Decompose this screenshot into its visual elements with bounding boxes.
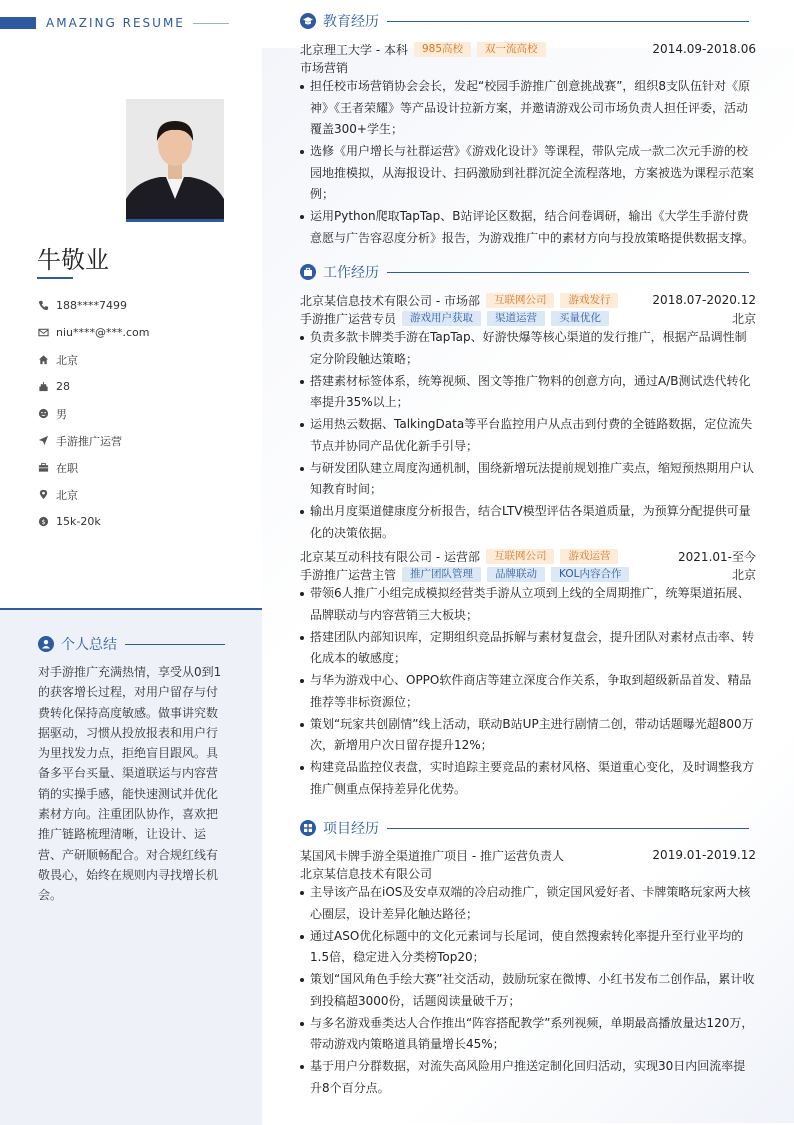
work-header: [300, 262, 749, 282]
school-tag: 985高校: [414, 42, 471, 57]
school-tag: 双一流高校: [477, 42, 546, 57]
face-icon: [37, 408, 49, 420]
brand-line: [193, 23, 229, 24]
section-title: 项目经历: [323, 821, 379, 837]
list-item: 搭建团队内部知识库，定期组织竞品拆解与素材复盘会，提升团队对素材点击率、转化成本的敏感度；: [300, 627, 756, 670]
home-icon: [37, 354, 49, 366]
job-role: 手游推广运营主管: [300, 567, 397, 582]
list-item: 与多名游戏垂类达人合作推出“阵容搭配教学”系列视频，单期最高播放量达120万，带动游戏内策略道具销量增长45%；: [300, 1013, 756, 1056]
section-divider: [387, 21, 749, 22]
graduation-cap-icon: [300, 13, 316, 29]
list-item: 主导该产品在iOS及安卓双端的冷启动推广，锁定国风爱好者、卡牌策略玩家两大核心圈层，设计差异化触达路径；: [300, 882, 756, 925]
money-icon: [37, 516, 49, 528]
job-role: 手游推广运营专员: [300, 311, 397, 326]
company-name: 北京某互动科技有限公司 - 运营部: [300, 549, 480, 564]
company-name: 北京某信息技术有限公司 - 市场部: [300, 293, 480, 308]
role-tag: KOL内容合作: [551, 567, 629, 582]
section-title: 教育经历: [323, 14, 379, 30]
contact-text: 188****7499: [56, 299, 127, 312]
mail-icon: [37, 327, 49, 339]
list-item: 与研发团队建立周度沟通机制，围绕新增玩法提前规划推广卖点，缩短预热期用户认知教育时间；: [300, 458, 756, 501]
summary-header: [38, 634, 225, 654]
summary-text: 对手游推广充满热情，享受从0到1的获客增长过程，对用户留存与付费转化保持高度敏感。做事讲究数据驱动，习惯从投放报表和用户行为里找发力点，拒绝盲目跟风。具备多平台买量、渠道联运与内容营销的实操手感，能快速测试并优化素材方向。注重团队协作，喜欢把推广链路梳理清晰，让设计、运营、产研顺畅配合。对合规红线有敬畏心，始终在规则内寻找增长机会。: [38, 665, 222, 903]
contact-location: [37, 481, 150, 508]
contact-text: 在职: [56, 461, 78, 475]
list-item: 选修《用户增长与社群运营》《游戏化设计》等课程，带队完成一款二次元手游的校园地推模拟，从海报设计、扫码激励到社群沉淀全流程落地，方案被选为课程示范案例；: [300, 141, 756, 206]
section-title: 个人总结: [61, 637, 117, 653]
list-item: 担任校市场营销协会会长，发起“校园手游推广创意挑战赛”，组织8支队伍针对《原神》《王者荣耀》等产品设计拉新方案，并邀请游戏公司市场负责人担任评委，活动覆盖300+学生；: [300, 76, 756, 141]
major: 市场营销: [300, 60, 349, 75]
section-title: 工作经历: [323, 265, 379, 281]
contact-text: niu****@***.com: [56, 326, 150, 339]
contact-text: 15k-20k: [56, 515, 101, 528]
section-divider: [387, 272, 749, 273]
job-location: 北京: [731, 311, 756, 326]
list-item: 运用热云数据、TalkingData等平台监控用户从点击到付费的全链路数据，定位流失节点并协同产品优化新手引导；: [300, 414, 756, 457]
list-item: 输出月度渠道健康度分析报告，结合LTV模型评估各渠道质量，为预算分配提供可量化的决策依据。: [300, 501, 756, 544]
list-item: 带领6人推广小组完成模拟经营类手游从立项到上线的全周期推广，统筹渠道拓展、品牌联动与内容营销三大板块；: [300, 583, 756, 626]
project-name: 某国风卡牌手游全渠道推广项目 - 推广运营负责人: [300, 848, 564, 863]
location-icon: [37, 489, 49, 501]
education-header: [300, 11, 749, 31]
job-bullets: [300, 583, 756, 801]
section-divider: [125, 644, 225, 645]
contact-text: 北京: [56, 353, 78, 367]
contact-email: [37, 319, 150, 346]
contact-status: [37, 454, 150, 481]
list-item: 负责多款卡牌类手游在TapTap、好游快爆等核心渠道的发行推广，根据产品调性制定分阶段触达策略；: [300, 327, 756, 370]
job-date: 2021.01-至今: [678, 549, 756, 564]
contact-text: 28: [56, 380, 70, 393]
education-entry-header: [300, 40, 756, 58]
company-tag: 互联网公司: [486, 293, 555, 308]
contact-salary: [37, 508, 150, 535]
job-role-row: [300, 309, 756, 327]
list-item: 通过ASO优化标题中的文化元素词与长尾词，使自然搜索转化率提升至行业平均的1.5倍，稳定进入分类榜Top20；: [300, 926, 756, 969]
contact-city: [37, 346, 150, 373]
project-header: [300, 818, 749, 838]
send-icon: [37, 435, 49, 447]
list-item: 构建竞品监控仪表盘，实时追踪主要竞品的素材风格、渠道重心变化，及时调整我方推广侧重点保持差异化优势。: [300, 757, 756, 800]
job-bullets: [300, 327, 756, 545]
cake-icon: [37, 381, 49, 393]
job-header: [300, 547, 756, 565]
avatar-photo: [126, 99, 224, 222]
education-date: 2014.09-2018.06: [652, 42, 756, 56]
contact-info: [37, 292, 150, 535]
briefcase-icon: [300, 264, 316, 280]
contact-phone: [37, 292, 150, 319]
job-date: 2018.07-2020.12: [652, 293, 756, 307]
brand-header: [0, 16, 229, 30]
contact-gender: [37, 400, 150, 427]
project-date: 2019.01-2019.12: [652, 848, 756, 862]
contact-age: [37, 373, 150, 400]
brand-text: AMAZING RESUME: [46, 16, 185, 30]
list-item: 与华为游戏中心、OPPO软件商店等建立深度合作关系，争取到超级新品首发、精品推荐等非标资源位；: [300, 670, 756, 713]
role-tag: 游戏用户获取: [402, 311, 481, 326]
company-tag: 互联网公司: [486, 549, 555, 564]
list-item: 基于用户分群数据，对流失高风险用户推送定制化回归活动，实现30日内回流率提升8个百分点。: [300, 1056, 756, 1099]
role-tag: 买量优化: [551, 311, 609, 326]
list-item: 搭建素材标签体系，统筹视频、图文等推广物料的创意方向，通过A/B测试迭代转化率提升35%以上；: [300, 371, 756, 414]
contact-text: 北京: [56, 488, 78, 502]
job-header: [300, 291, 756, 309]
phone-icon: [37, 300, 49, 312]
company-tag: 游戏运营: [560, 549, 618, 564]
education-major-row: [300, 58, 756, 76]
grid-icon: [300, 820, 316, 836]
brand-bar: [0, 17, 36, 29]
contact-position: [37, 427, 150, 454]
name-underline: [37, 277, 73, 279]
job-role-row: [300, 565, 756, 583]
contact-text: 男: [56, 407, 67, 421]
candidate-name: 牛敬业: [37, 246, 109, 274]
project-bullets: [300, 882, 756, 1100]
education-bullets: [300, 76, 756, 250]
project-entry-header: [300, 846, 756, 864]
project-company: 北京某信息技术有限公司: [300, 866, 433, 881]
job-location: 北京: [731, 567, 756, 582]
svg-text:$: $: [40, 517, 46, 526]
avatar-icon: [126, 99, 224, 219]
section-divider: [387, 828, 749, 829]
project-company-row: [300, 864, 756, 882]
briefcase-icon: [37, 462, 49, 474]
contact-text: 手游推广运营: [56, 434, 122, 448]
company-tag: 游戏发行: [560, 293, 618, 308]
school-name: 北京理工大学 - 本科: [300, 42, 408, 57]
role-tag: 品牌联动: [487, 567, 545, 582]
role-tag: 渠道运营: [487, 311, 545, 326]
user-icon: [38, 636, 54, 652]
list-item: 运用Python爬取TapTap、B站评论区数据，结合问卷调研，输出《大学生手游付费意愿与广告容忍度分析》报告，为游戏推广中的素材方向与投放策略提供数据支撑。: [300, 206, 756, 249]
list-item: 策划“玩家共创剧情”线上活动，联动B站UP主进行剧情二创，带动话题曝光超800万次，新增用户次日留存提升12%；: [300, 714, 756, 757]
role-tag: 推广团队管理: [402, 567, 481, 582]
list-item: 策划“国风角色手绘大赛”社交活动，鼓励玩家在微博、小红书发布二创作品，累计收到投稿超3000份，话题阅读量破千万；: [300, 969, 756, 1012]
